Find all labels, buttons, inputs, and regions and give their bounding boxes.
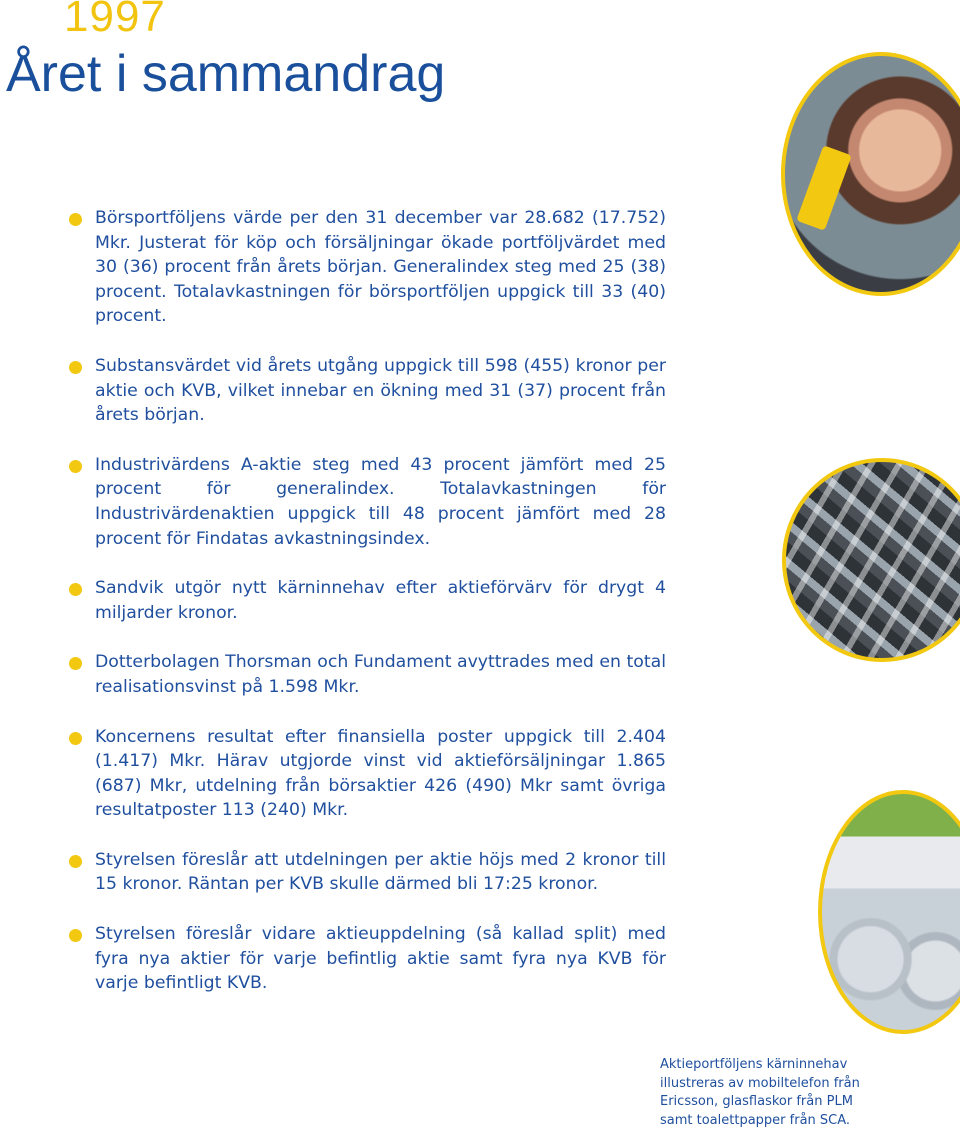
caption-line: samt toalettpapper från SCA. bbox=[660, 1112, 851, 1128]
bullet-dot-icon bbox=[69, 361, 82, 374]
bullet-dot-icon bbox=[69, 657, 82, 670]
list-item bbox=[70, 354, 666, 428]
bullet-dot-icon bbox=[69, 732, 82, 745]
list-item bbox=[70, 576, 666, 625]
bullet-dot-icon bbox=[69, 929, 82, 942]
bullet-text: Sandvik utgör nytt kärninnehav efter aktieförvärv för drygt 4 miljarder kronor. bbox=[95, 578, 666, 623]
bullet-text: Styrelsen föreslår att utdelningen per aktie höjs med 2 kronor till 15 kronor. Räntan per KVB skulle därmed bli 17:25 kronor. bbox=[95, 849, 666, 895]
summary-list bbox=[70, 206, 666, 1021]
bullet-text: Styrelsen föreslår vidare aktieuppdelning (så kallad split) med fyra nya aktier för varje befintlig aktie samt fyra nya KVB för varje befintligt KVB. bbox=[95, 924, 666, 994]
page-title: Året i sammandrag bbox=[6, 45, 446, 103]
list-item bbox=[70, 206, 666, 329]
bullet-dot-icon bbox=[69, 213, 82, 226]
bullet-text: Koncernens resultat efter finansiella poster uppgick till 2.404 (1.417) Mkr. Härav utgjorde vinst vid aktieförsäljningar 1.865 (687) Mkr, utdelning från börsaktier 426 (490) Mkr samt övriga resultatposter 113 (240) Mkr. bbox=[95, 726, 666, 821]
list-item bbox=[70, 725, 666, 823]
caption-line: illustreras av mobiltelefon från bbox=[660, 1075, 860, 1091]
bullet-text: Substansvärdet vid årets utgång uppgick till 598 (455) kronor per aktie och KVB, vilket innebar en ökning med 31 (37) procent från årets början. bbox=[95, 355, 666, 426]
glass-bottles-photo bbox=[782, 458, 960, 662]
bullet-dot-icon bbox=[69, 460, 82, 473]
phone-icon bbox=[796, 145, 852, 230]
bullet-text: Börsportföljens värde per den 31 december var 28.682 (17.752) Mkr. Justerat för köp och försäljningar ökade portföljvärdet med 30 (36) procent från årets början. Generalindex steg med 25 (38) procent. Totalavkastningen för börsportföljen uppgick till 33 (40) procent. bbox=[95, 208, 666, 327]
caption-line: Aktieportföljens kärninnehav bbox=[660, 1057, 848, 1072]
photo-caption bbox=[660, 1056, 860, 1130]
list-item bbox=[70, 453, 666, 551]
year-heading: 1997 bbox=[64, 0, 166, 41]
list-item bbox=[70, 650, 666, 699]
caption-line: Ericsson, glasflaskor från PLM bbox=[660, 1094, 853, 1109]
toilet-paper-photo bbox=[818, 790, 960, 1034]
bullet-text: Industrivärdens A-aktie steg med 43 procent jämfört med 25 procent för generalindex. Totalavkastningen för Industrivärdenaktien uppgick till 48 procent jämfört med 28 procent för Findatas avkastningsindex. bbox=[95, 454, 666, 549]
mobile-phone-photo bbox=[781, 52, 960, 296]
bullet-dot-icon bbox=[69, 855, 82, 868]
bullet-dot-icon bbox=[69, 583, 82, 596]
list-item bbox=[70, 848, 666, 897]
bullet-text: Dotterbolagen Thorsman och Fundament avyttrades med en total realisationsvinst på 1.598 Mkr. bbox=[95, 652, 666, 697]
list-item bbox=[70, 922, 666, 996]
